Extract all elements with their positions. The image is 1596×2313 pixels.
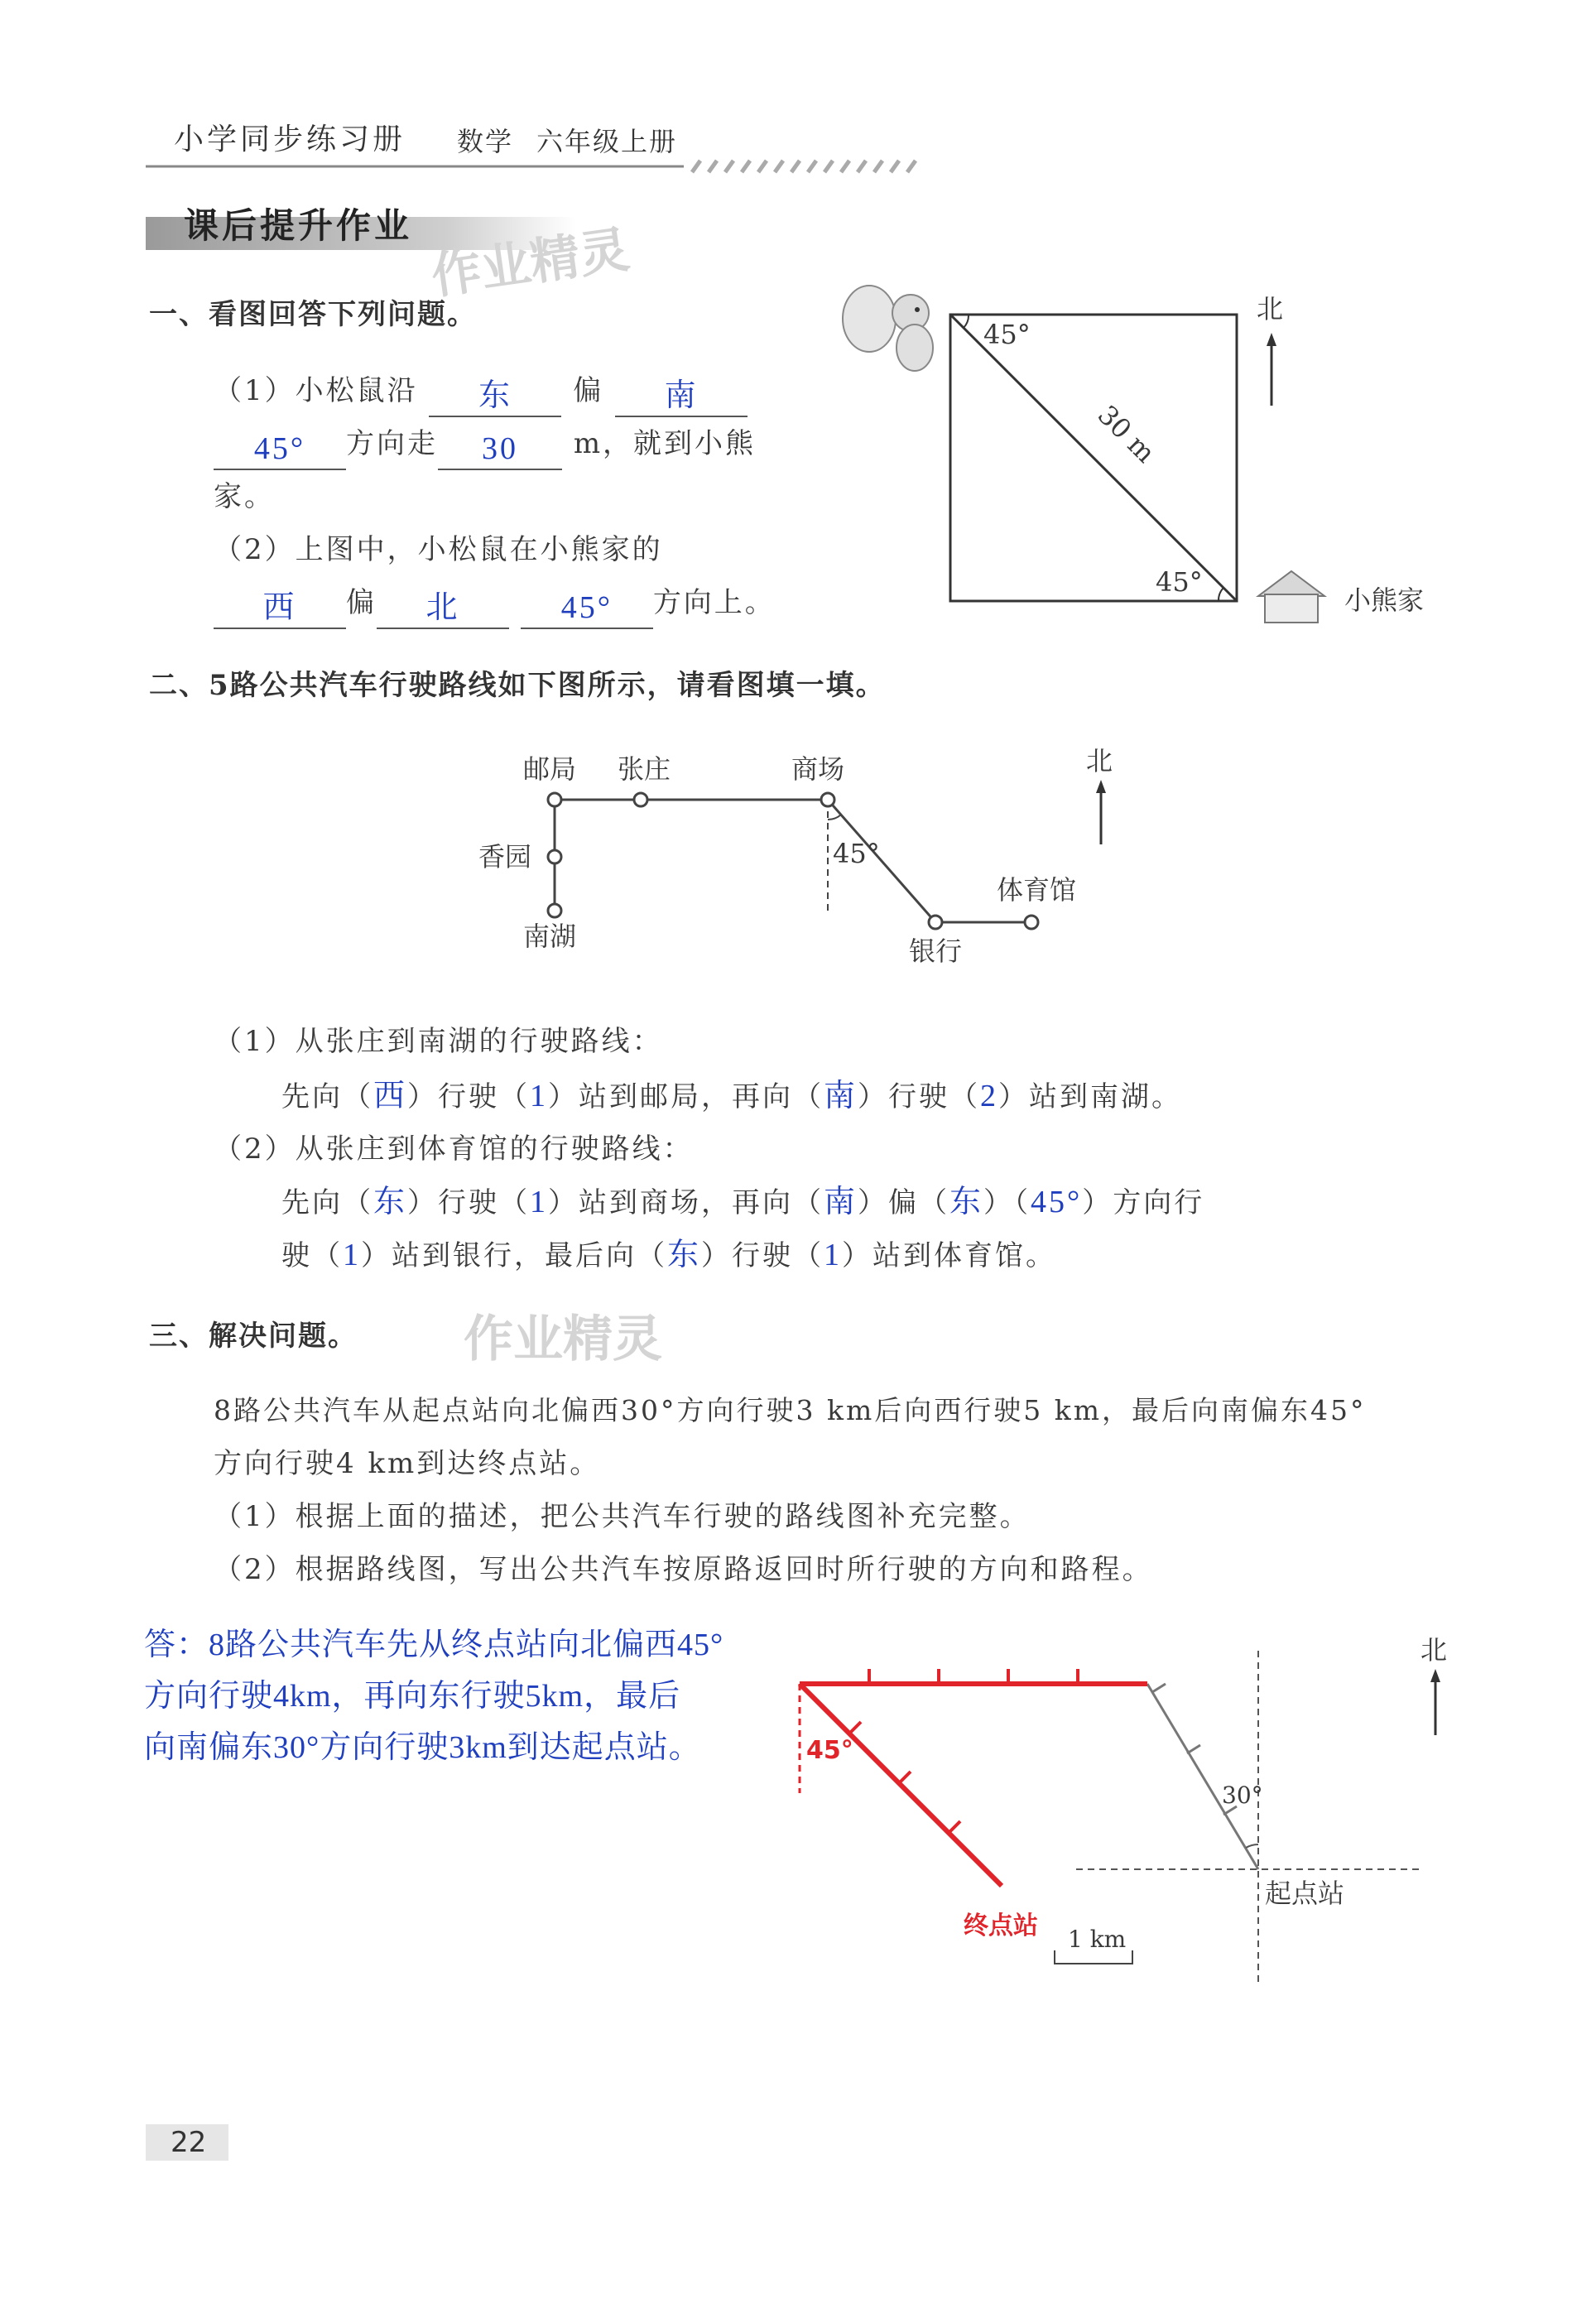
q2-p2-t6: ）方向行 [1082,1186,1205,1219]
q2-p2-t3: ）站到商场，再向（ [548,1186,824,1219]
stop-post-office: 邮局 [523,753,577,785]
section-title: 课后提升作业 [184,205,413,246]
q2-p1-t1: 先向（ [281,1080,373,1113]
q2-p2-t8: ）站到银行，最后向（ [361,1239,667,1272]
q1-p1-mid2: 方向走 [346,427,438,460]
q1-p2-answer2: 北 [377,588,509,629]
header-rule [146,157,932,176]
q2-p1-t4: ）行驶（ [858,1080,981,1113]
q2-p1-answer3: 南 [824,1079,858,1113]
q1-p1-suffix2: 家。 [214,480,275,513]
q1-p1-prefix: （1）小松鼠沿 [214,374,418,407]
q2-route-map [464,737,1175,985]
q1-p1-answer4: 30 [438,429,562,470]
q1-p1-answer1: 东 [429,376,561,417]
q2-p2-t7: 驶（ [281,1239,343,1272]
q3-answer-line2: 方向行驶4km，再向东行驶5km，最后 [144,1679,681,1714]
q1-p1-answer3: 45° [214,429,346,470]
q2-p2-line2 [281,1229,1056,1282]
q3-angle-30: 30° [1222,1782,1263,1809]
q1-part1 [214,364,810,417]
q2-p2-t9: ）行驶（ [701,1239,824,1272]
grade-label: 六年级上册 [536,126,678,157]
page-number: 22 [171,2126,207,2159]
q1-p2-prefix: （2）上图中，小松鼠在小熊家的 [214,533,663,566]
q2-p2-answer1: 东 [373,1185,408,1219]
q1-p2-suffix: 方向上。 [652,586,776,619]
q3-scale-label: 1 km [1068,1926,1127,1953]
q3-answer-line3: 向南偏东30°方向行驶3km到达起点站。 [144,1730,701,1765]
q3-angle-45: 45° [806,1736,853,1765]
q3-route-figure [778,1611,1507,1992]
q2-p2-answer2: 1 [530,1185,549,1219]
q2-p1-title: （1）从张庄到南湖的行驶路线： [214,1025,663,1058]
q2-p2-t10: ）站到体育馆。 [842,1239,1057,1272]
stop-mall: 商场 [791,753,845,785]
watermark-2: 作业精灵 [464,1310,662,1368]
watermark: 作业精灵 [427,220,633,306]
q2-p2-t4: ）偏（ [858,1186,950,1219]
q1-heading: 一、看图回答下列问题。 [149,298,477,331]
q1-distance: 30 m [1091,399,1161,469]
q1-p1-mid1: 偏 [573,374,604,407]
q3-end-label: 终点站 [964,1911,1038,1940]
house-label: 小熊家 [1344,584,1425,616]
q1-p2-answer3: 45° [521,588,653,629]
q3-sub1: （1）根据上面的描述，把公共汽车行驶的路线图补充完整。 [214,1500,1031,1533]
q3-start-label: 起点站 [1265,1878,1345,1909]
book-title: 小学同步练习册 [174,123,406,156]
q3-north-label: 北 [1421,1634,1448,1666]
q2-p2-line1 [281,1176,1204,1229]
q2-p2-t2: ）行驶（ [407,1186,531,1219]
q3-desc1: 8路公共汽车从起点站向北偏西30°方向行驶3 km后向西行驶5 km，最后向南偏东45° [214,1394,1367,1426]
q1-p2-mid1: 偏 [346,586,377,619]
q1-angle-bottom: 45° [1156,566,1203,598]
q2-north-label: 北 [1086,745,1113,777]
q1-angle-top: 45° [983,319,1031,350]
q2-p1-line [281,1070,1182,1123]
q2-p2-answer6: 1 [343,1238,361,1272]
stop-zhangzhuang: 张庄 [618,753,671,785]
q2-p2-answer7: 东 [667,1238,702,1272]
q2-p2-t5: ）（ [983,1186,1031,1219]
q2-p1-t2: ）行驶（ [407,1080,531,1113]
diagonal-path [950,315,1237,601]
subject-label: 数学 [457,126,514,157]
q3-sub2: （2）根据路线图，写出公共汽车按原路返回时所行驶的方向和路程。 [214,1553,1153,1586]
q1-part1-line2 [214,417,810,470]
q1-p1-suffix: m，就到小熊 [573,427,757,460]
q2-p2-answer5: 45° [1031,1185,1083,1219]
q1-figure [828,273,1457,629]
q2-p1-answer2: 1 [530,1079,549,1113]
q2-p1-answer1: 西 [373,1079,408,1113]
q1-p1-answer2: 南 [615,376,748,417]
stop-bank: 银行 [909,935,963,967]
q2-p1-answer4: 2 [980,1079,999,1113]
stop-xiangyuan: 香园 [478,841,532,873]
q2-heading: 二、5路公共汽车行驶路线如下图所示，请看图填一填。 [149,669,886,702]
q3-heading: 三、解决问题。 [149,1320,358,1353]
q2-p1-t5: ）站到南湖。 [998,1080,1183,1113]
q2-angle: 45° [833,838,880,869]
q1-part2-line2 [214,576,810,629]
q2-p2-t1: 先向（ [281,1186,373,1219]
stop-nanhu: 南湖 [523,921,577,952]
q2-p1-t3: ）站到邮局，再向（ [548,1080,824,1113]
q3-answer-line1: 答：8路公共汽车先从终点站向北偏西45° [144,1628,724,1662]
q1-north-label: 北 [1257,293,1284,325]
q2-p2-answer4: 东 [949,1185,984,1219]
house-icon [1258,571,1324,623]
q1-p2-answer1: 西 [214,588,346,629]
q3-desc2: 方向行驶4 km到达终点站。 [214,1447,601,1480]
q2-p2-answer8: 1 [824,1238,843,1272]
squirrel-icon [843,286,933,371]
q2-p2-title: （2）从张庄到体育馆的行驶路线： [214,1132,694,1166]
q2-p2-answer3: 南 [824,1185,858,1219]
stop-stadium: 体育馆 [997,874,1077,906]
